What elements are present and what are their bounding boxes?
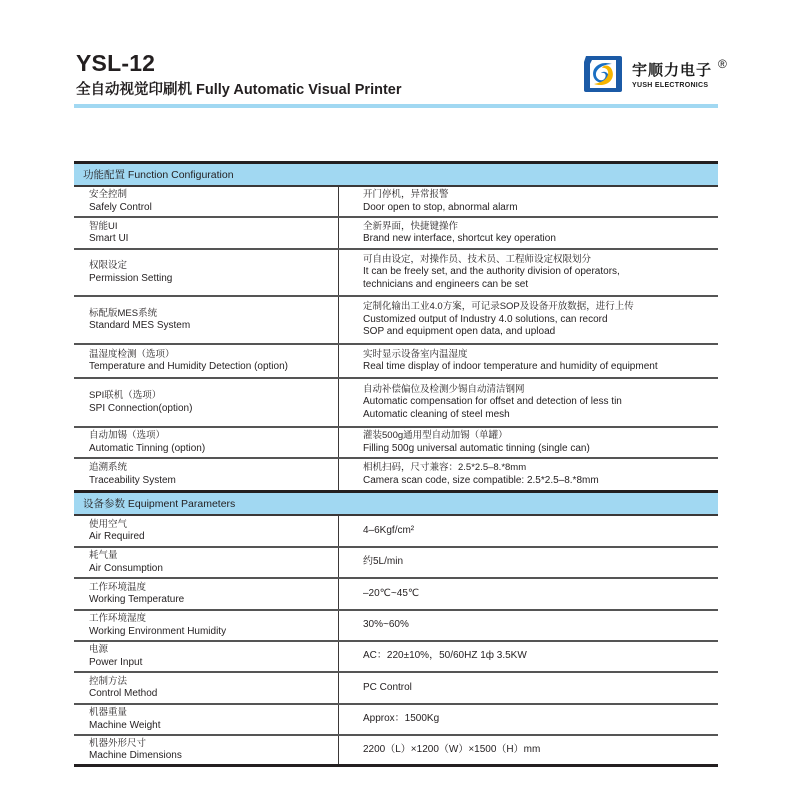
- value-line: SOP and equipment open data, and upload: [363, 326, 556, 338]
- row-value: [339, 459, 718, 490]
- label-en: Working Environment Humidity: [89, 625, 227, 637]
- row-value: [339, 379, 718, 426]
- value-line: 开门停机，异常报警: [363, 189, 449, 200]
- row-value: [339, 428, 718, 457]
- label-en: Traceability System: [89, 474, 176, 486]
- label-cn: SPI联机（选项）: [89, 390, 162, 401]
- section-header-function-configuration: 功能配置 Function Configuration: [74, 164, 718, 187]
- value-line: Automatic compensation for offset and detection of less tin: [363, 396, 622, 408]
- row-value: [339, 297, 718, 343]
- row-label: [74, 297, 339, 343]
- label-cn: 自动加锡（选项）: [89, 430, 166, 441]
- value-line: –20℃~45℃: [363, 587, 420, 599]
- row-value: [339, 642, 718, 671]
- row-value: [339, 579, 718, 609]
- value-line: 30%~60%: [363, 619, 409, 631]
- label-en: Control Method: [89, 688, 158, 699]
- value-line: Approx：1500Kg: [363, 713, 440, 725]
- value-line: 2200（L）×1200（W）×1500（H）mm: [363, 743, 541, 755]
- value-line: 灌装500g通用型自动加锡（单罐）: [363, 430, 508, 441]
- row-label: [74, 548, 339, 577]
- table-row: [74, 705, 718, 736]
- row-label: [74, 187, 339, 216]
- row-label: [74, 642, 339, 671]
- value-line: Brand new interface, shortcut key operation: [363, 233, 556, 244]
- table-row: [74, 250, 718, 297]
- table-row: [74, 736, 718, 767]
- label-cn: 机器外形尺寸: [89, 737, 147, 749]
- label-cn: 安全控制: [89, 189, 128, 200]
- label-cn: 机器重量: [89, 707, 128, 718]
- row-label: [74, 516, 339, 546]
- value-line: PC Control: [363, 681, 412, 693]
- company-name-en: YUSH ELECTRONICS: [632, 82, 709, 89]
- table-row: [74, 459, 718, 490]
- value-line: 约5L/min: [363, 556, 404, 568]
- table-row: [74, 218, 718, 250]
- row-label: [74, 379, 339, 426]
- header-accent-bar: [74, 104, 718, 108]
- row-value: [339, 548, 718, 577]
- row-value: [339, 345, 718, 377]
- row-value: [339, 250, 718, 295]
- label-cn: 权限设定: [89, 260, 128, 271]
- value-line: 可自由设定，对操作员、技术员、工程师设定权限划分: [363, 253, 592, 265]
- table-row: [74, 297, 718, 345]
- company-name-cn: 宇顺力电子: [632, 62, 713, 79]
- row-value: [339, 673, 718, 703]
- table-row: [74, 673, 718, 705]
- value-line: 实时显示设备室内温湿度: [363, 348, 468, 360]
- label-en: Standard MES System: [89, 320, 191, 331]
- label-cn: 工作环境温度: [89, 581, 147, 593]
- label-cn: 控制方法: [89, 675, 128, 687]
- row-label: [74, 428, 339, 457]
- label-cn: 标配版MES系统: [89, 307, 158, 319]
- label-en: Machine Weight: [89, 719, 161, 731]
- value-line: 自动补偿偏位及检测少锡自动清洁钢网: [363, 383, 525, 395]
- value-line: It can be freely set, and the authority division of operators,: [363, 266, 620, 278]
- label-en: Machine Dimensions: [89, 750, 182, 761]
- section-header-equipment-parameters: 设备参数 Equipment Parameters: [74, 490, 718, 516]
- row-value: [339, 611, 718, 640]
- label-cn: 耗气量: [89, 550, 118, 561]
- table-row: [74, 611, 718, 642]
- label-en: Air Required: [89, 531, 145, 542]
- value-line: Camera scan code, size compatible: 2.5*2.5–8.*8mm: [363, 474, 599, 486]
- label-cn: 温湿度检测（选项）: [89, 348, 175, 360]
- row-value: [339, 218, 718, 248]
- label-cn: 电源: [89, 644, 109, 655]
- row-value: [339, 187, 718, 216]
- row-value: [339, 516, 718, 546]
- label-cn: 智能UI: [89, 220, 118, 232]
- yush-swirl-logo-icon: [582, 54, 624, 94]
- product-subtitle: 全自动视觉印刷机 Fully Automatic Visual Printer: [76, 82, 402, 98]
- label-en: Smart UI: [89, 233, 129, 244]
- label-en: Permission Setting: [89, 272, 173, 284]
- product-model-title: YSL-12: [76, 50, 156, 76]
- row-value: [339, 736, 718, 764]
- value-line: Filling 500g universal automatic tinning (single can): [363, 442, 590, 454]
- row-label: [74, 459, 339, 490]
- table-row: [74, 428, 718, 459]
- row-label: [74, 673, 339, 703]
- value-line: Real time display of indoor temperature and humidity of equipment: [363, 361, 658, 372]
- label-en: Automatic Tinning (option): [89, 442, 206, 454]
- label-en: SPI Connection(option): [89, 402, 193, 414]
- row-label: [74, 345, 339, 377]
- registered-mark: ®: [718, 57, 728, 71]
- table-row: [74, 187, 718, 218]
- row-label: [74, 705, 339, 734]
- value-line: 定制化输出工业4.0方案，可记录SOP及设备开放数据，进行上传: [363, 301, 634, 313]
- row-label: [74, 611, 339, 640]
- table-row: [74, 642, 718, 673]
- row-label: [74, 250, 339, 295]
- row-label: [74, 579, 339, 609]
- value-line: technicians and engineers can be set: [363, 278, 529, 290]
- label-en: Safely Control: [89, 201, 152, 213]
- value-line: Automatic cleaning of steel mesh: [363, 408, 510, 420]
- spec-table: [74, 161, 718, 767]
- value-line: 全新界面，快捷键操作: [363, 220, 459, 232]
- row-label: [74, 218, 339, 248]
- label-en: Working Temperature: [89, 594, 185, 605]
- value-line: AC：220±10%，50/60HZ 1ф 3.5KW: [363, 650, 527, 662]
- value-line: Door open to stop, abnormal alarm: [363, 201, 518, 213]
- label-en: Air Consumption: [89, 562, 163, 574]
- table-row: [74, 345, 718, 379]
- label-cn: 工作环境湿度: [89, 613, 147, 624]
- row-label: [74, 736, 339, 764]
- value-line: 4–6Kgf/cm²: [363, 524, 415, 536]
- row-value: [339, 705, 718, 734]
- table-row: [74, 379, 718, 428]
- value-line: Customized output of Industry 4.0 solutions, can record: [363, 313, 608, 325]
- value-line: 相机扫码，尺寸兼容：2.5*2.5–8.*8mm: [363, 462, 527, 473]
- label-cn: 使用空气: [89, 518, 128, 530]
- table-row: [74, 548, 718, 579]
- label-en: Temperature and Humidity Detection (option): [89, 361, 288, 372]
- label-cn: 追溯系统: [89, 462, 128, 473]
- table-row: [74, 516, 718, 548]
- label-en: Power Input: [89, 656, 143, 668]
- company-logo: [582, 52, 728, 96]
- table-row: [74, 579, 718, 611]
